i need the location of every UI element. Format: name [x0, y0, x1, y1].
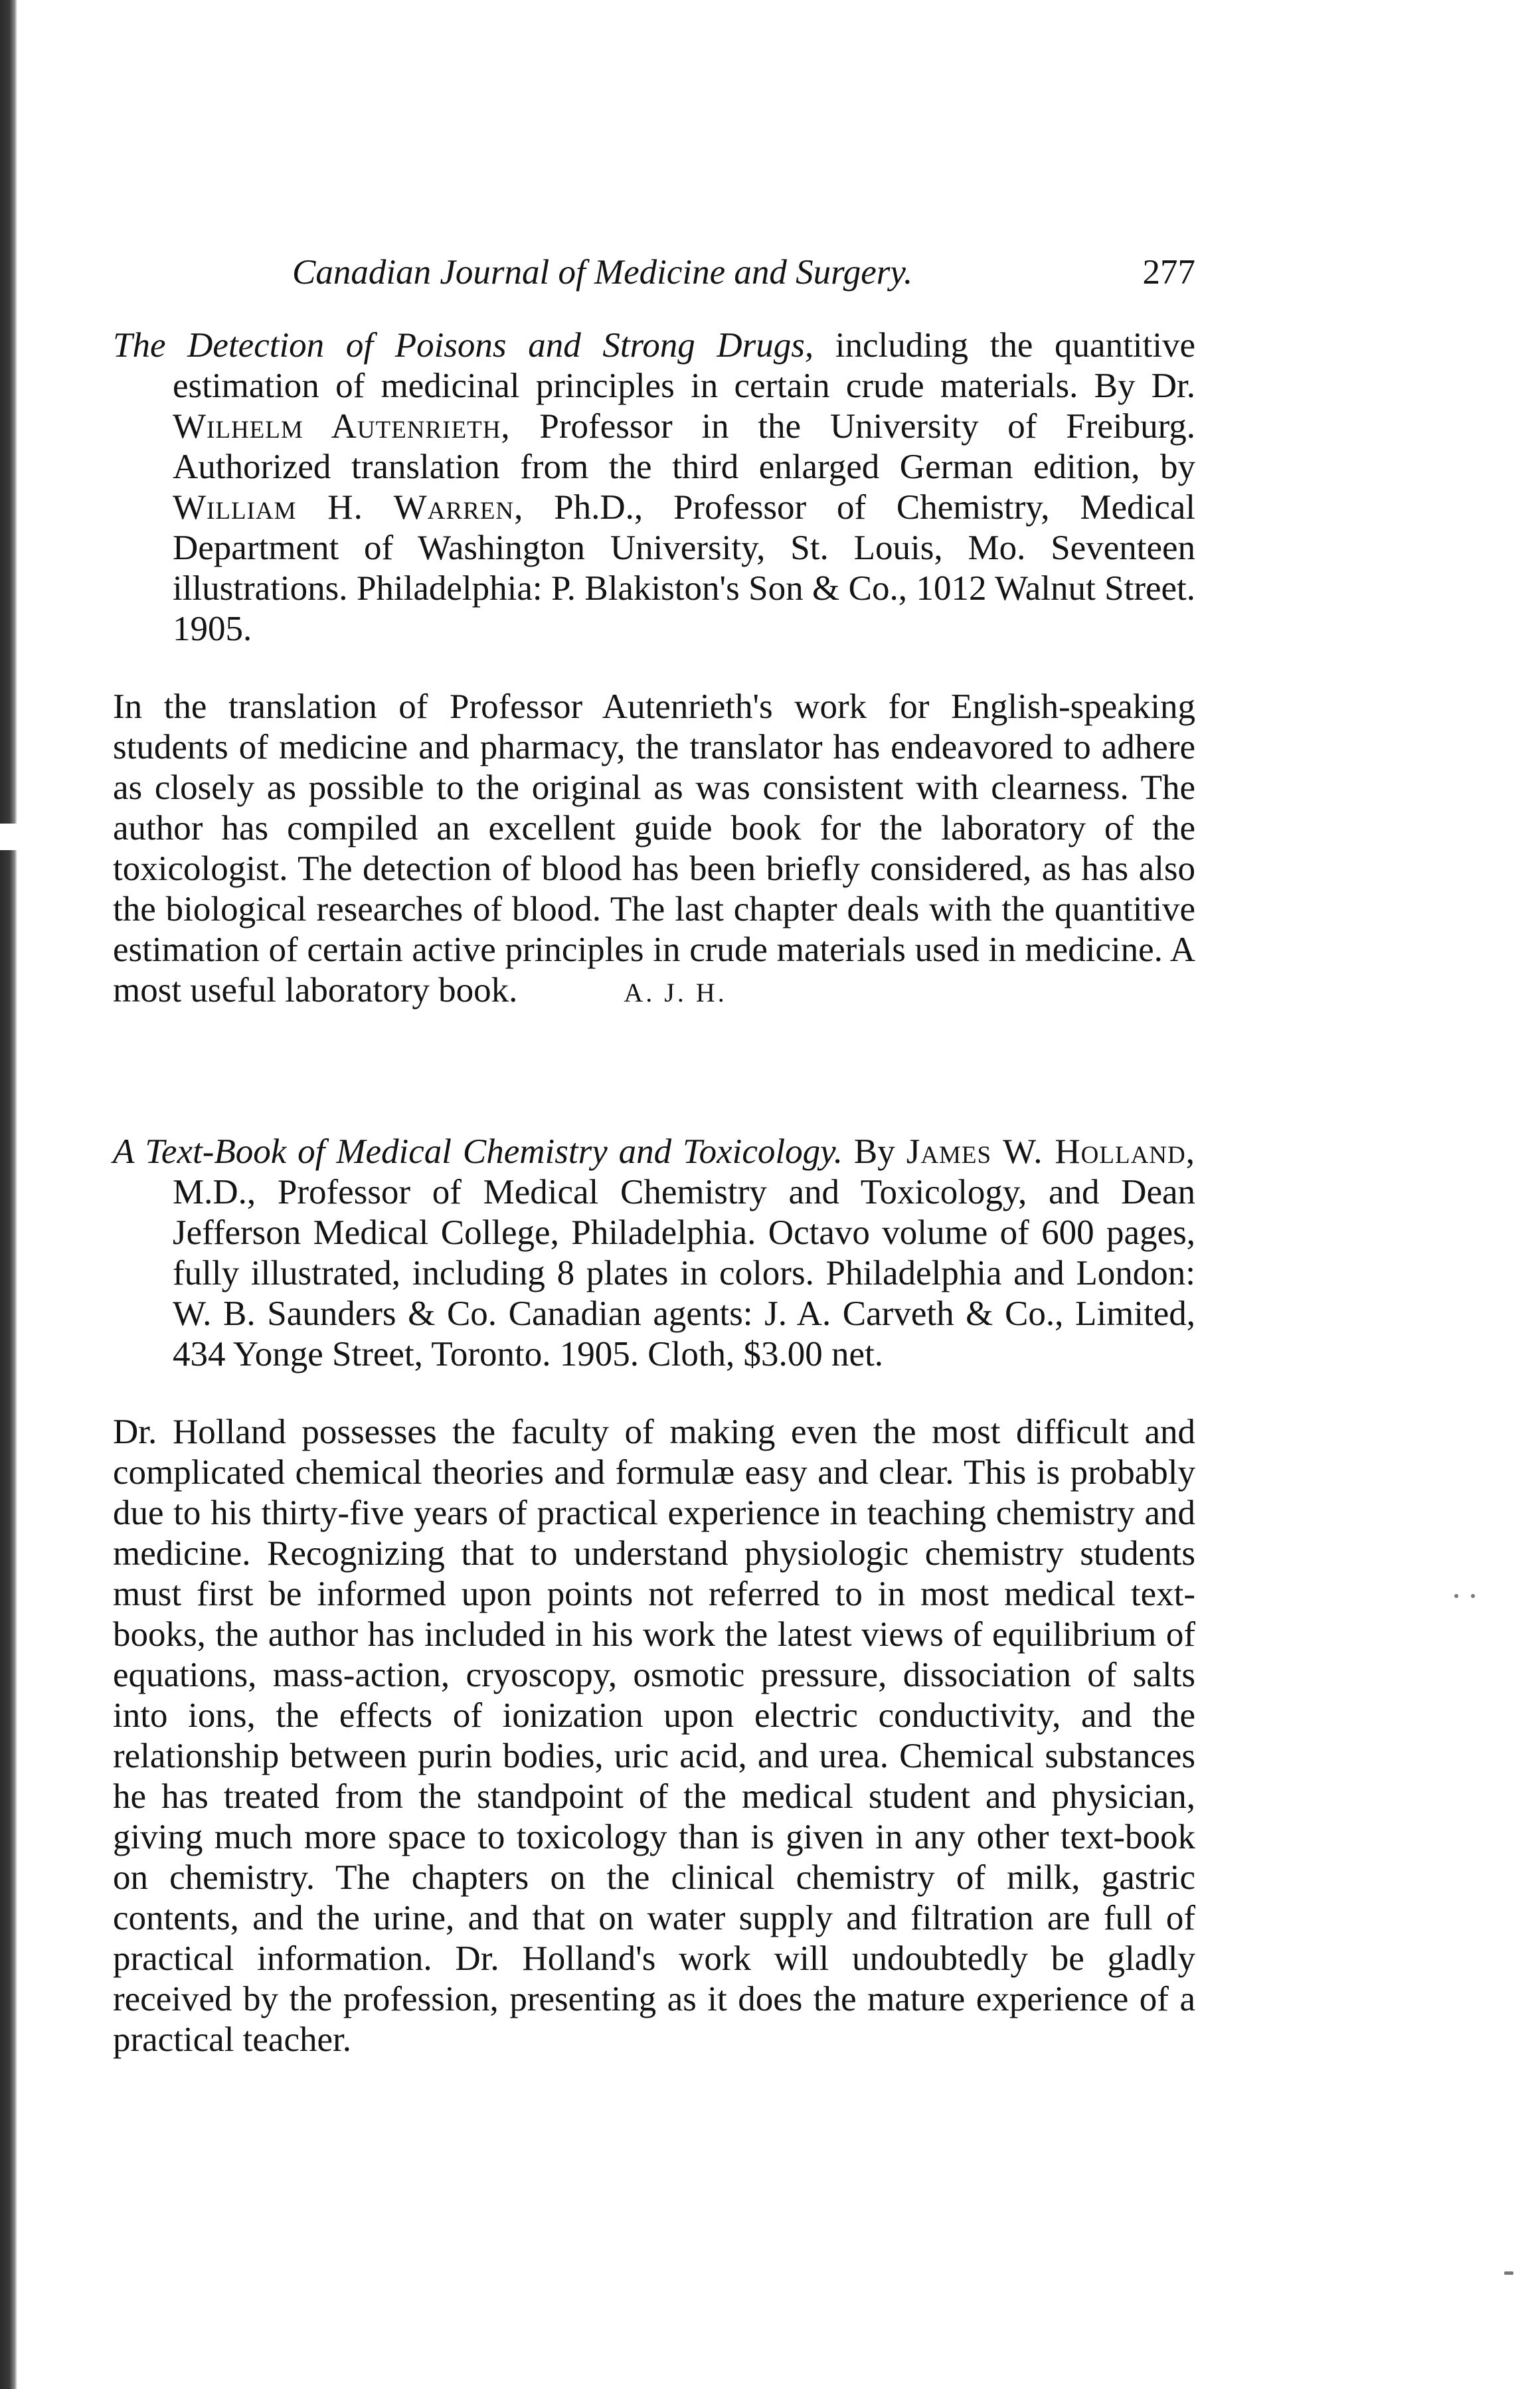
section-gap — [113, 1048, 1195, 1112]
citation-text: Professor in the University of Freiburg. Authorized translation from the third enlarged German edition, by — [173, 407, 1196, 486]
book-title: The Detection of Poisons and Strong Drugs, — [113, 326, 814, 365]
reviewer-initials: A. J. H. — [624, 978, 727, 1008]
print-speck — [1504, 2271, 1513, 2275]
review-text: In the translation of Professor Autenrieth's work for English-speaking students of medicine and pharmacy, the translator has endeavored to adhere as closely as possible to the original as was consistent with clearness. The author has compiled an excellent guide book for the laboratory of the toxicologist. The detection of blood has been briefly considered, as has also the biological researches of blood. The last chapter deals with the quantitive estimation of certain active principles in crude materials used in medicine. A most useful laboratory book. — [113, 687, 1195, 1010]
spine-gap — [0, 824, 17, 850]
citation-text: including the quantitive estimation of medicinal principles in certain crude materials. By Dr. — [173, 326, 1195, 405]
page-number: 277 — [1142, 253, 1195, 292]
citation-text: By — [843, 1132, 906, 1171]
running-header — [113, 252, 1195, 306]
print-speck — [1471, 1594, 1475, 1598]
print-speck — [1454, 1594, 1458, 1598]
citation-text: M.D., Professor of Medical Chemistry and Toxicology, and Dean Jefferson Medical College, Philadelphia. Octavo volume of 600 pages, fully illustrated, including 8 plates in colors. Philadelphia and London: W. B. Saunders & Co. Canadian agents: J. A. Carveth & Co., Limited, 434 Yonge Street, Toronto. 1905. Cloth, $3.00 net. — [173, 1173, 1195, 1373]
review-body — [113, 687, 1195, 1013]
book-citation — [113, 325, 1195, 650]
author-name: Wilhelm Autenrieth, — [173, 407, 511, 446]
journal-page — [113, 252, 1195, 2095]
review-body — [113, 1412, 1195, 2060]
book-spine-shadow — [0, 0, 17, 2389]
book-review-2 — [113, 1132, 1195, 2060]
book-review-1 — [113, 325, 1195, 1013]
citation-text: Ph.D., Professor of Chemistry, Medical Department of Washington University, St. Louis, Mo. Seventeen illustrations. Philadelphia: P. Blakiston's Son & Co., 1012 Walnut Street. 1905. — [173, 488, 1195, 648]
author-name: James W. Holland, — [906, 1132, 1195, 1171]
journal-title: Canadian Journal of Medicine and Surgery. — [292, 253, 913, 292]
book-title: A Text-Book of Medical Chemistry and Toxicology. — [113, 1132, 843, 1171]
book-citation — [113, 1132, 1195, 1375]
review-text: Dr. Holland possesses the faculty of making even the most difficult and complicated chemical theories and formulæ easy and clear. This is probably due to his thirty-five years of practical experience in teaching chemistry and medicine. Recognizing that to understand physiologic chemistry students must first be informed upon points not referred to in most medical text-books, the author has included in his work the latest views of equilibrium of equations, mass-action, cryoscopy, osmotic pressure, dissociation of salts into ions, the effects of ionization upon electric conductivity, and the relationship between purin bodies, uric acid, and urea. Chemical substances he has treated from the standpoint of the medical student and physician, giving much more space to toxicology than is given in any other text-book on chemistry. The chapters on the clinical chemistry of milk, gastric contents, and the urine, and that on water supply and filtration are full of practical information. Dr. Holland's work will undoubtedly be gladly received by the profession, presenting as it does the mature experience of a practical teacher. — [113, 1413, 1195, 2059]
translator-name: William H. Warren, — [173, 488, 524, 527]
